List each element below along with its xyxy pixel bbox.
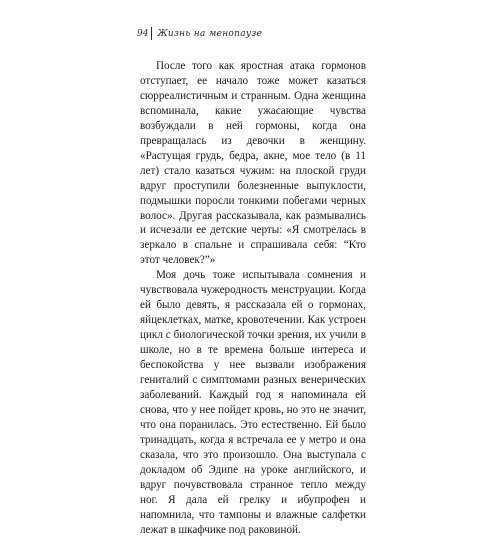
body-text	[140, 59, 366, 538]
running-title: Жизнь на менопаузе	[157, 28, 263, 39]
paragraph-1: После того как яростная атака гормонов отступает, ее начало тоже может казаться сюрреалистичным и странным. Одна женщина вспоминала, какие ужасающие чувства возбуждали в ней гормоны, когда она превращалась из девочки в женщину. «Растущая грудь, бедра, акне, мое тело (в 11 лет) стало казаться чужим: на плоской груди вдруг проступили болезненные выпуклости, подмышки поросли тонкими побегами черных волос». Другая рассказывала, как размывались и исчезали ее детские черты: «Я смотрелась в зеркало в спальне и спрашивала себя: “Кто этот человек?”»	[140, 60, 366, 267]
header-divider	[151, 27, 152, 40]
page-header	[137, 27, 262, 40]
paragraph-2: Моя дочь тоже испытывала сомнения и чувствовала чужеродность менструации. Когда ей было девять, я рассказала ей о гормонах, яйцеклетках, матке, кровотечении. Как устроен цикл с биологической точки зрения, их учили в школе, но в те времена больше интереса и беспокойства у нее вызвали изображения гениталий с симптомами разных венерических заболеваний. Каждый год я напоминала ей снова, что у нее пойдет кровь, но это не значит, что она поранилась. Это естественно. Ей было тринадцать, когда я встречала ее у метро и она сказала, что это произошло. Она выступала с докладом об Эдипе на уроке английского, и вдруг почувствовала странное тепло между ног. Я дала ей грелку и ибупрофен и напомнила, что тампоны и влажные салфетки лежат в шкафчике под раковиной.	[140, 269, 366, 536]
page-number: 94	[137, 28, 149, 39]
